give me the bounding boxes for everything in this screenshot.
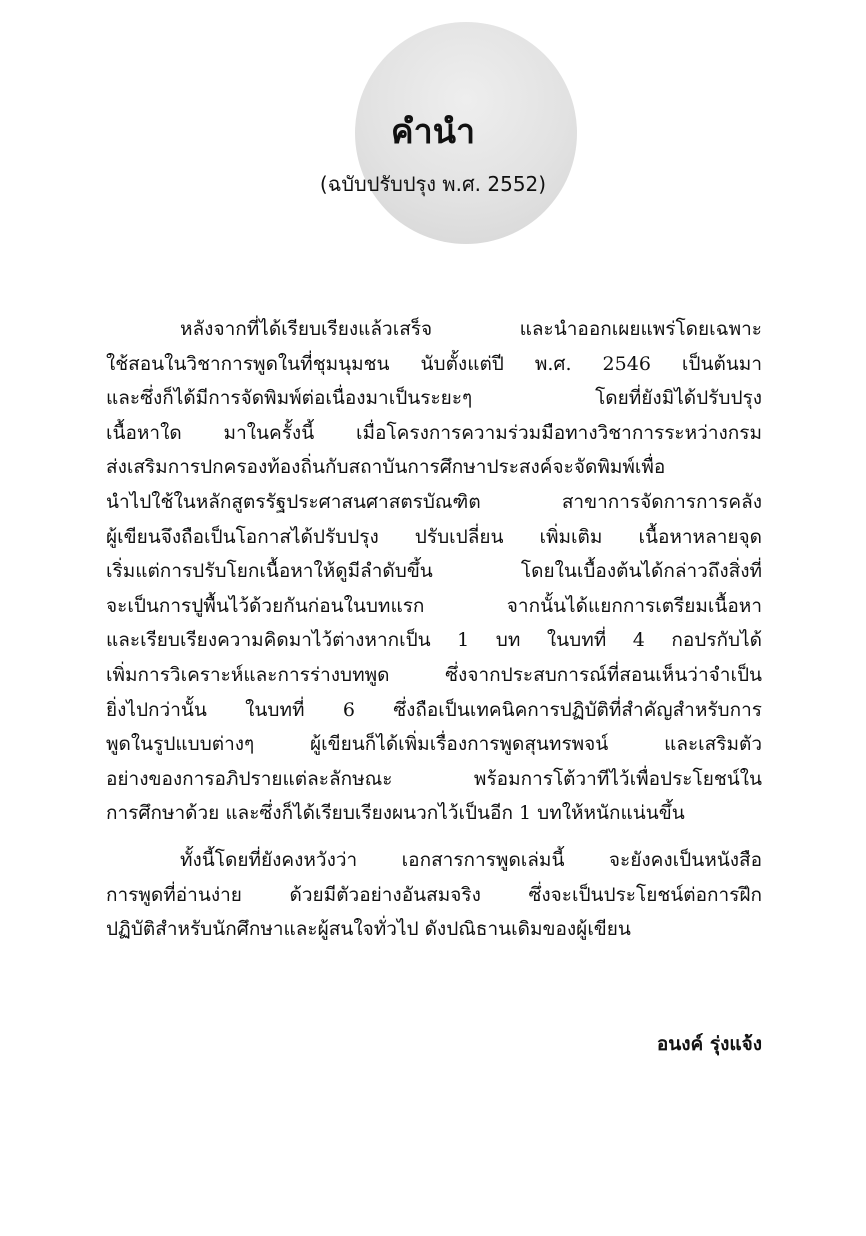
paragraph-line: ยิ่งไปกว่านั้น ในบทที่ 6 ซึ่งถือเป็นเทคนิคการปฏิบัติที่สำคัญสำหรับการ xyxy=(106,698,762,721)
paragraph-line: เริ่มแต่การปรับโยกเนื้อหาให้ดูมีลำดับขึ้น โดยในเบื้องต้นได้กล่าวถึงสิ่งที่ xyxy=(106,560,762,583)
paragraph-line: อย่างของการอภิปรายแต่ละลักษณะ พร้อมการโต้วาทีไว้เพื่อประโยชน์ใน xyxy=(106,767,762,790)
author-signature: อนงค์ รุ่งแจ้ง xyxy=(656,1033,762,1055)
paragraph-line: ใช้สอนในวิชาการพูดในที่ชุมนุมชน นับตั้งแต่ปี พ.ศ. 2546 เป็นต้นมา xyxy=(106,352,762,375)
paragraph-line: ส่งเสริมการปกครองท้องถิ่นกับสถาบันการศึกษาประสงค์จะจัดพิมพ์เพื่อ xyxy=(106,456,666,479)
paragraph-line: และเรียบเรียงความคิดมาไว้ต่างหากเป็น 1 บท ในบทที่ 4 กอปรกับได้ xyxy=(106,629,762,652)
paragraph-2 xyxy=(106,843,762,947)
paragraph-line: นำไปใช้ในหลักสูตรรัฐประศาสนศาสตรบัณฑิต สาขาการจัดการการคลัง xyxy=(106,490,762,513)
paragraph-line: ปฏิบัติสำหรับนักศึกษาและผู้สนใจทั่วไป ดังปณิธานเดิมของผู้เขียน xyxy=(106,918,631,941)
paragraph-line: จะเป็นการปูพื้นไว้ด้วยกันก่อนในบทแรก จากนั้นได้แยกการเตรียมเนื้อหา xyxy=(106,594,762,617)
paragraph-line: เนื้อหาใด มาในครั้งนี้ เมื่อโครงการความร่วมมือทางวิชาการระหว่างกรม xyxy=(106,421,762,444)
paragraph-line: การพูดที่อ่านง่าย ด้วยมีตัวอย่างอันสมจริง ซึ่งจะเป็นประโยชน์ต่อการฝึก xyxy=(106,883,762,906)
paragraph-line: และซึ่งก็ได้มีการจัดพิมพ์ต่อเนื่องมาเป็นระยะๆ โดยที่ยังมิได้ปรับปรุง xyxy=(106,387,762,410)
paragraph-line: พูดในรูปแบบต่างๆ ผู้เขียนก็ได้เพิ่มเรื่องการพูดสุนทรพจน์ และเสริมตัว xyxy=(106,733,762,756)
paragraph-line: ทั้งนี้โดยที่ยังคงหวังว่า เอกสารการพูดเล่มนี้ จะยังคงเป็นหนังสือ xyxy=(180,848,762,871)
paragraph-1 xyxy=(106,312,762,831)
paragraph-line: ผู้เขียนจึงถือเป็นโอกาสได้ปรับปรุง ปรับเปลี่ยน เพิ่มเติม เนื้อหาหลายจุด xyxy=(106,525,762,548)
preface-body xyxy=(106,312,762,947)
page-title: คำนำ xyxy=(390,112,476,152)
paragraph-line: การศึกษาด้วย และซึ่งก็ได้เรียบเรียงผนวกไว้เป็นอีก 1 บทให้หนักแน่นขึ้น xyxy=(106,802,685,825)
paragraph-line: เพิ่มการวิเคราะห์และการร่างบทพูด ซึ่งจากประสบการณ์ที่สอนเห็นว่าจำเป็น xyxy=(106,663,762,686)
page-subtitle: (ฉบับปรับปรุง พ.ศ. 2552) xyxy=(319,172,547,196)
paragraph-line: หลังจากที่ได้เรียบเรียงแล้วเสร็จ และนำออกเผยแพร่โดยเฉพาะ xyxy=(180,318,762,340)
